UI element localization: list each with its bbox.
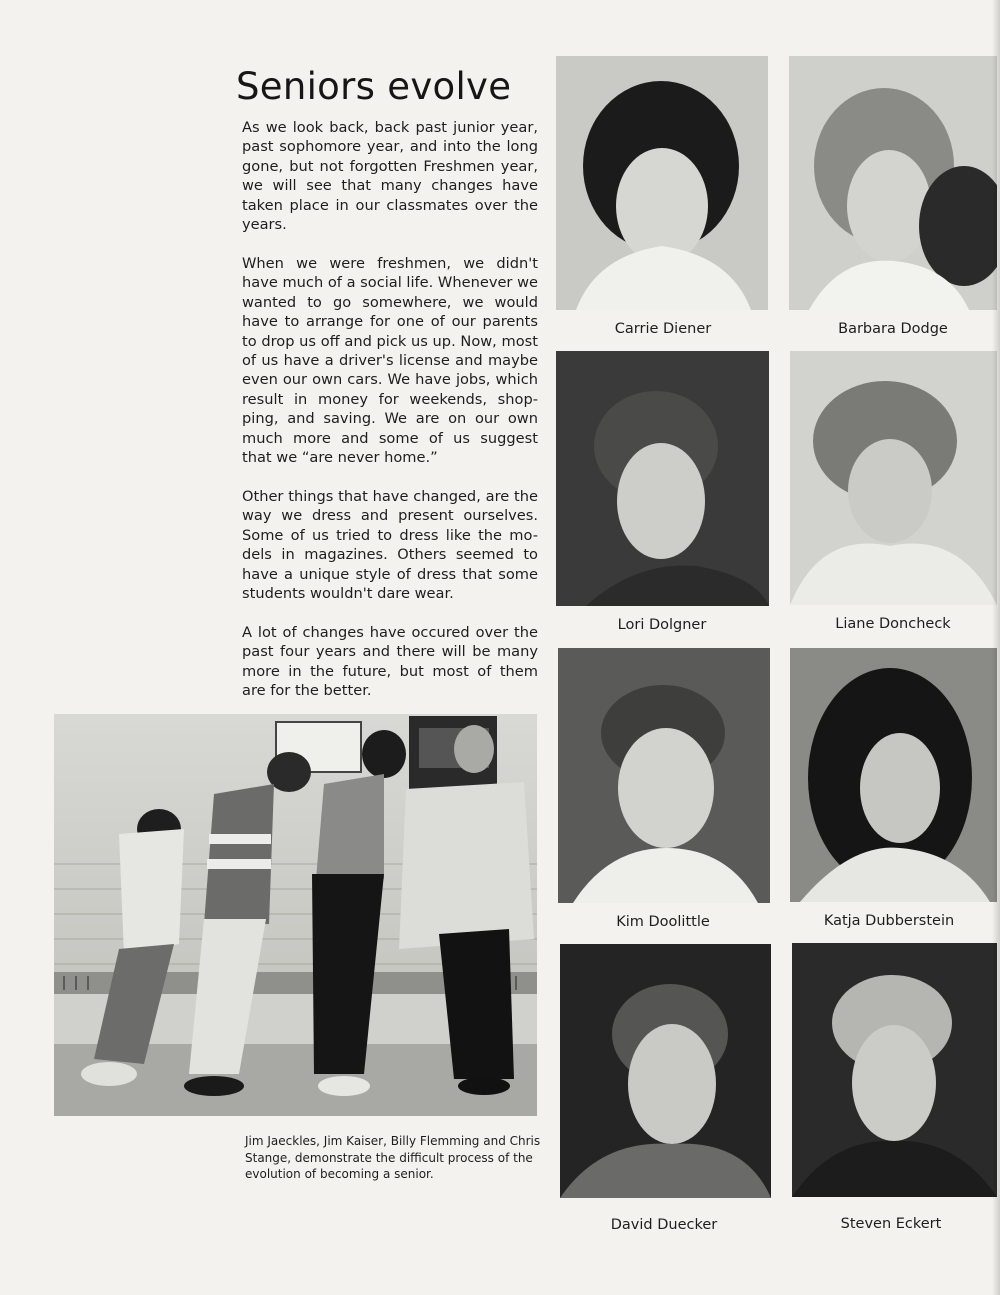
portrait-photo [556,351,769,606]
article-paragraph: Other things that have changed, are the way we dress and present ourselves. Some of us tried to dress like the mo-dels in magazines. Others seemed to have a unique style of dress that some students wouldn't dare wear. [242,487,538,602]
article-body [242,118,538,720]
article-paragraph: As we look back, back past junior year, past sophomore year, and into the long gone, but not forgotten Freshmen year, we will see that many changes have taken place in our classmates over the years. [242,119,538,234]
portrait-photo [560,944,771,1198]
portrait-name: Barbara Dodge [838,321,948,337]
group-photo [54,714,537,1116]
portrait-photo [556,56,768,310]
article-paragraph: A lot of changes have occured over the past four years and there will be many more in the future, but most of them are for the better. [242,623,538,700]
group-photo-caption: Jim Jaeckles, Jim Kaiser, Billy Flemming and Chris Stange, demonstrate the difficult process of the evolution of becoming a senior. [245,1134,541,1181]
article-paragraph: When we were freshmen, we didn't have much of a social life. Whenever we wanted to go somewhere, we would have to arrange for one of our parents to drop us off and pick us up. Now, most of us have a driver's license and maybe even our own cars. We have jobs, which result in money for weekends, shop-ping, and saving. We are on our own much more and some of us suggest that we “are never home.” [242,254,538,466]
portrait-photo [558,648,770,903]
portrait-photo [790,648,997,902]
portrait-name: Kim Doolittle [616,914,710,930]
portrait-photo [789,56,997,310]
page-title: Seniors evolve [236,65,512,108]
portrait-name: Steven Eckert [840,1216,942,1232]
page-edge-shadow [992,0,1000,1295]
portrait-photo [792,943,997,1197]
portrait-photo [790,351,997,605]
portrait-name: Carrie Diener [614,321,712,337]
portrait-name: Katja Dubberstein [823,913,955,929]
portrait-name: Liane Doncheck [835,616,951,632]
portrait-name: Lori Dolgner [617,617,707,633]
portrait-name: David Duecker [610,1217,718,1233]
